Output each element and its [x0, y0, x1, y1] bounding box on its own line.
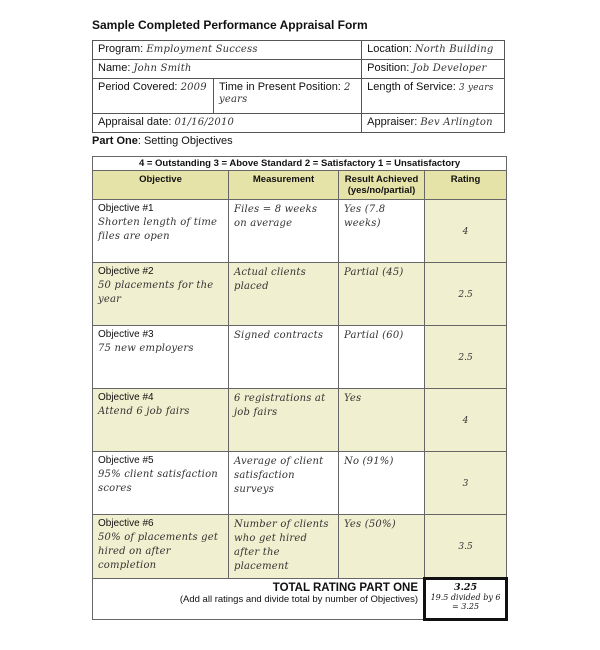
position-cell	[362, 60, 505, 79]
table-row	[93, 326, 507, 389]
header-result: Result Achieved (yes/no/partial)	[339, 171, 425, 200]
employee-info-table	[92, 40, 505, 133]
date-cell	[93, 114, 362, 133]
location-value: North Building	[414, 44, 494, 55]
part-one-bold: Part One	[92, 135, 138, 147]
objective-title: Objective #6	[98, 518, 154, 529]
objective-title: Objective #4	[98, 392, 154, 403]
objective-cell	[93, 326, 229, 389]
measurement-cell: Average of client satisfaction surveys	[229, 452, 339, 515]
total-calc-b: = 3.25	[451, 602, 480, 611]
location-cell	[362, 41, 505, 60]
table-row	[93, 389, 507, 452]
period-value: 2009	[180, 82, 207, 93]
rating-legend: 4 = Outstanding 3 = Above Standard 2 = Satisfactory 1 = Unsatisfactory	[93, 157, 507, 171]
result-cell: Partial (60)	[339, 326, 425, 389]
rating-cell	[425, 515, 507, 579]
table-row	[93, 263, 507, 326]
time-value-a: 2	[343, 82, 351, 93]
period-cell	[93, 79, 214, 114]
objective-title: Objective #5	[98, 455, 154, 466]
rating-value: 3.5	[458, 541, 473, 552]
date-label: Appraisal date:	[98, 116, 172, 128]
form-title: Sample Completed Performance Appraisal Form	[92, 18, 368, 32]
length-label: Length of Service:	[367, 81, 456, 93]
appraiser-value: Bev Arlington	[420, 117, 493, 128]
objective-desc: 95% client satisfaction scores	[98, 469, 218, 494]
header-objective: Objective	[93, 171, 229, 200]
time-value-b: years	[219, 94, 248, 105]
total-label: TOTAL RATING PART ONE	[272, 582, 418, 594]
objective-desc: Shorten length of time files are open	[98, 217, 218, 242]
rating-value: 4	[462, 415, 469, 426]
total-value: 3.25	[453, 582, 478, 593]
objective-cell	[93, 389, 229, 452]
location-label: Location:	[367, 43, 412, 55]
part-one-heading	[92, 135, 233, 147]
result-cell: Partial (45)	[339, 263, 425, 326]
rating-cell	[425, 263, 507, 326]
objective-cell	[93, 263, 229, 326]
position-value: Job Developer	[412, 63, 487, 74]
total-rating-box	[425, 579, 507, 620]
table-row	[93, 515, 507, 579]
objective-cell	[93, 452, 229, 515]
objective-desc: 50 placements for the year	[98, 280, 214, 305]
result-cell: Yes (50%)	[339, 515, 425, 579]
position-label: Position:	[367, 62, 410, 74]
program-cell	[93, 41, 362, 60]
rating-cell	[425, 452, 507, 515]
total-note: (Add all ratings and divide total by number of Objectives)	[179, 594, 418, 605]
time-label: Time in Present Position:	[219, 81, 341, 93]
appraiser-label: Appraiser:	[367, 116, 418, 128]
length-cell	[362, 79, 505, 114]
measurement-cell: 6 registrations at job fairs	[229, 389, 339, 452]
table-row	[93, 200, 507, 263]
measurement-cell: Actual clients placed	[229, 263, 339, 326]
rating-value: 2.5	[458, 352, 473, 363]
total-label-cell	[93, 579, 425, 620]
rating-cell	[425, 200, 507, 263]
rating-value: 4	[462, 226, 469, 237]
period-label: Period Covered:	[98, 81, 178, 93]
measurement-cell: Files = 8 weeks on average	[229, 200, 339, 263]
time-cell	[214, 79, 362, 114]
objective-desc: Attend 6 job fairs	[98, 406, 190, 417]
name-value: John Smith	[133, 63, 192, 74]
objective-desc: 50% of placements get hired on after completion	[98, 532, 219, 571]
name-label: Name:	[98, 62, 131, 74]
length-value: 3 years	[458, 83, 494, 93]
part-one-rest: : Setting Objectives	[137, 135, 233, 147]
total-calc-a: 19.5 divided by 6	[430, 593, 501, 602]
table-row	[93, 452, 507, 515]
result-cell: Yes (7.8 weeks)	[339, 200, 425, 263]
objective-title: Objective #2	[98, 266, 154, 277]
program-label: Program:	[98, 43, 144, 55]
rating-cell	[425, 389, 507, 452]
total-row	[93, 579, 507, 620]
measurement-cell: Number of clients who get hired after the placement	[229, 515, 339, 579]
result-cell: No (91%)	[339, 452, 425, 515]
objective-desc: 75 new employers	[98, 343, 194, 354]
measurement-cell: Signed contracts	[229, 326, 339, 389]
rating-value: 2.5	[458, 289, 473, 300]
header-rating: Rating	[425, 171, 507, 200]
objective-title: Objective #1	[98, 203, 154, 214]
objective-cell	[93, 515, 229, 579]
result-cell: Yes	[339, 389, 425, 452]
name-cell	[93, 60, 362, 79]
program-value: Employment Success	[146, 44, 258, 55]
appraiser-cell	[362, 114, 505, 133]
objectives-table	[92, 156, 508, 621]
header-measurement: Measurement	[229, 171, 339, 200]
date-value: 01/16/2010	[174, 117, 235, 128]
rating-value: 3	[462, 478, 469, 489]
objective-title: Objective #3	[98, 329, 154, 340]
rating-cell	[425, 326, 507, 389]
objective-cell	[93, 200, 229, 263]
